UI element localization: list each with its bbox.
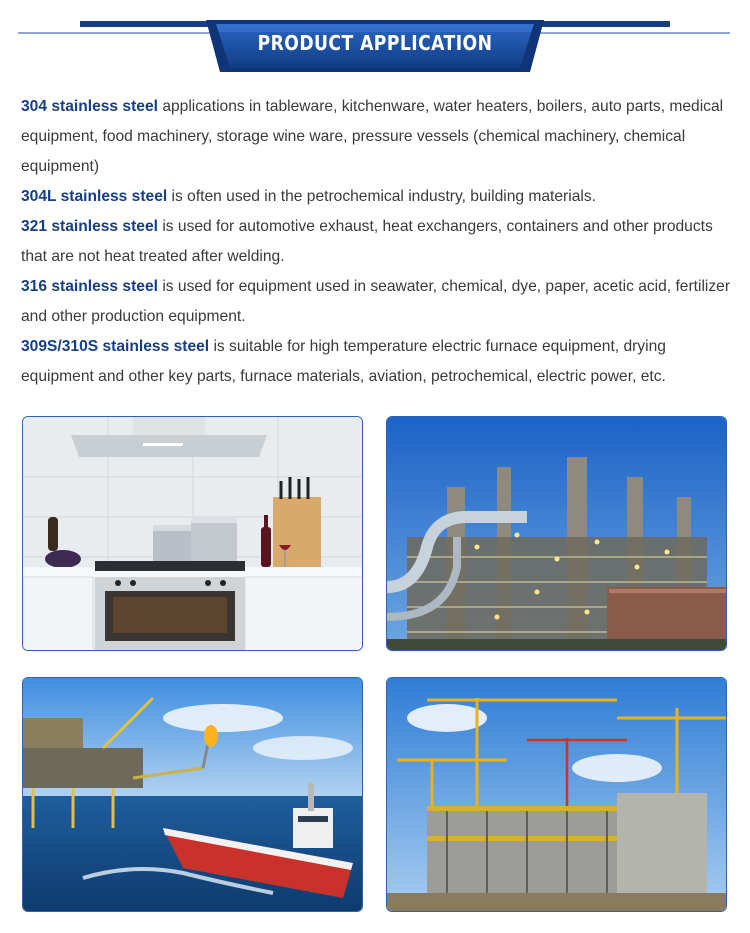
- application-item-304l: [21, 182, 733, 212]
- grade-description: is suitable for high temperature electric furnace equipment, drying equipment and other key parts, furnace materials, aviation, petrochemical, electric power, etc.: [21, 338, 666, 385]
- grade-label: 304 stainless steel: [21, 98, 158, 115]
- grade-description: is used for automotive exhaust, heat exchangers, containers and other products that are not heat treated after welding.: [21, 218, 713, 265]
- grade-label: 316 stainless steel: [21, 278, 158, 295]
- plant-illustration: [387, 417, 727, 651]
- application-item-304: [21, 92, 733, 182]
- section-header: [0, 0, 750, 80]
- grade-description: is often used in the petrochemical industry, building materials.: [167, 188, 596, 205]
- construction-illustration: [387, 678, 727, 912]
- grade-label: 309S/310S stainless steel: [21, 338, 210, 355]
- petrochemical-plant-photo: [386, 416, 727, 651]
- offshore-illustration: [23, 678, 363, 912]
- grade-description: applications in tableware, kitchenware, water heaters, boilers, auto parts, medical equipment, food machinery, storage wine ware, pressure vessels (chemical machinery, chemical equipment): [21, 98, 724, 175]
- application-text-block: [21, 92, 733, 392]
- application-item-309s-310s: [21, 332, 733, 392]
- application-item-321: [21, 212, 733, 272]
- kitchen-photo: [22, 416, 363, 651]
- construction-site-photo: [386, 677, 727, 912]
- kitchen-illustration: [23, 417, 363, 651]
- page-title: PRODUCT APPLICATION: [257, 31, 493, 55]
- grade-label: 321 stainless steel: [21, 218, 158, 235]
- grade-description: is used for equipment used in seawater, chemical, dye, paper, acetic acid, fertilizer and other production equipment.: [21, 278, 731, 325]
- grade-label: 304L stainless steel: [21, 188, 168, 205]
- offshore-platform-photo: [22, 677, 363, 912]
- application-item-316: [21, 272, 733, 332]
